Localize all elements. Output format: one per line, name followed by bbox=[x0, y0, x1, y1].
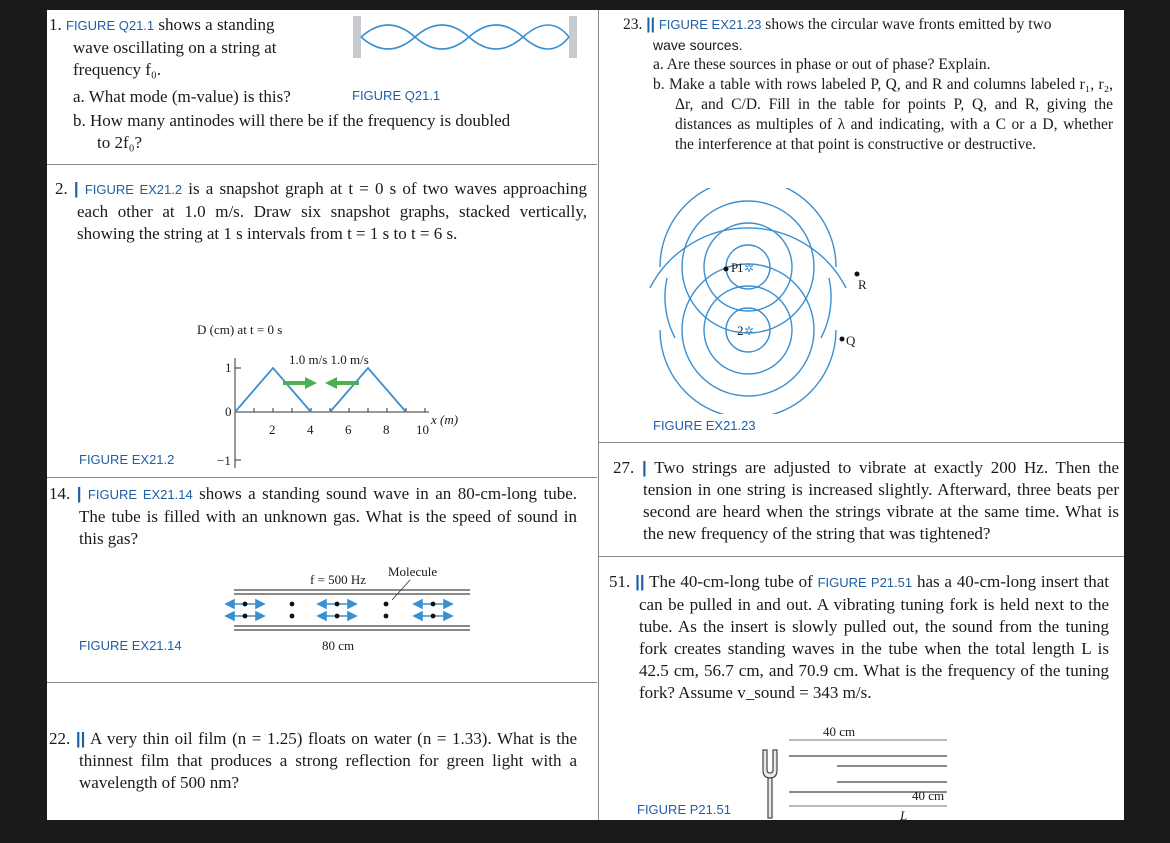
problem-text: shows a standing sound wave in an 80-cm-long tube. The tube is filled with an unknown gas. What is the speed of sound in this gas? bbox=[79, 484, 578, 548]
problem-51: 51. || The 40-cm-long tube of FIGURE P21.51 has a 40-cm-long insert that can be pulled in and out. A vibrating tuning fork is held next to the tube. As the insert is slowly pulled out, the sound from the tuning fork creates standing waves in the tube when the total length L is 42.5 cm, 56.7 cm, and 70.9 cm. What is the frequency of the tuning fork? Assume v_sound = 343 m/s. bbox=[609, 572, 1110, 702]
problem-text: shows the circular wave fronts emitted by two bbox=[765, 16, 1052, 33]
figure-ref[interactable]: FIGURE EX21.2 bbox=[84, 182, 183, 197]
insert-tube bbox=[837, 766, 947, 782]
velocity-arrow-right bbox=[283, 377, 317, 389]
outer-tube bbox=[789, 756, 947, 792]
figure-caption: FIGURE Q21.1 bbox=[352, 88, 441, 103]
snapshot-graph bbox=[197, 320, 477, 470]
frequency-label: f = 500 Hz bbox=[310, 572, 367, 587]
tube-walls bbox=[234, 590, 470, 630]
velocity-arrow-left bbox=[325, 377, 359, 389]
x-tick-label: 6 bbox=[345, 422, 352, 437]
difficulty-marker: || bbox=[635, 572, 645, 591]
tuning-fork bbox=[763, 750, 777, 818]
wave-pulse-left bbox=[235, 368, 311, 412]
x-tick-label: 2 bbox=[269, 422, 276, 437]
x-axis-label: x (m) bbox=[431, 412, 459, 427]
difficulty-marker: | bbox=[76, 484, 82, 503]
y-axis-label: D (cm) at t = 0 s bbox=[197, 322, 283, 337]
source-1-label: 1 bbox=[737, 260, 744, 275]
figure-ref[interactable]: FIGURE Q21.1 bbox=[66, 18, 155, 33]
problem-22: 22. || A very thin oil film (n = 1.25) floats on water (n = 1.33). What is the thinnest film that produces a strong reflection for green light with a wavelength of 500 nm? bbox=[49, 729, 578, 792]
problem-text: Two strings are adjusted to vibrate at exactly 200 Hz. Then the tension in one string is increased slightly. Afterward, three beats per second are heard when the strings vibrate at the same time. What is the new frequency of the string that was tightened? bbox=[643, 458, 1119, 543]
divider bbox=[47, 164, 597, 165]
problem-text: frequency f₀. bbox=[73, 60, 162, 79]
insert-length-label: 40 cm bbox=[912, 788, 945, 803]
y-tick-label: 1 bbox=[225, 360, 232, 375]
tube-length-label: 80 cm bbox=[322, 638, 355, 653]
problem-number: 1. bbox=[49, 15, 62, 34]
x-tick-label: 4 bbox=[307, 422, 314, 437]
problem-2: 2. | FIGURE EX21.2 is a snapshot graph at t = 0 s of two waves approaching each other at 1.0 m/s. Draw six snapshot graphs, stacked vertically, showing the string at 1 s intervals from t = 1 s to t = 6 s. bbox=[55, 179, 588, 243]
problem-14: 14. | FIGURE EX21.14 shows a standing sound wave in an 80-cm-long tube. The tube is filled with an unknown gas. What is the speed of sound in this gas? bbox=[49, 484, 578, 548]
column-divider bbox=[598, 10, 599, 820]
difficulty-marker: | bbox=[642, 458, 647, 477]
figure-ref[interactable]: FIGURE EX21.23 bbox=[658, 17, 762, 32]
y-tick-label: −1 bbox=[217, 453, 231, 468]
source-1-marker: ✲ bbox=[744, 261, 755, 275]
tube-length-label: 40 cm bbox=[823, 724, 856, 739]
problem-text: A very thin oil film (n = 1.25) floats on water (n = 1.33). What is the thinnest film that produces a strong reflection for green light with a wavelength of 500 nm? bbox=[79, 729, 578, 792]
divider bbox=[599, 556, 1124, 557]
figure-ref[interactable]: FIGURE P21.51 bbox=[817, 575, 913, 590]
difficulty-marker: | bbox=[73, 179, 79, 198]
source-2-marker: ✲ bbox=[744, 324, 755, 338]
figure-ref[interactable]: FIGURE EX21.14 bbox=[87, 487, 193, 502]
figure-caption: FIGURE P21.51 bbox=[637, 802, 731, 817]
total-length-label: L bbox=[900, 808, 908, 822]
x-tick-label: 10 bbox=[416, 422, 429, 437]
figure-caption: FIGURE EX21.23 bbox=[653, 418, 756, 433]
point-r-label: R bbox=[858, 277, 867, 292]
problem-23-part-a: a. Are these sources in phase or out of phase? Explain. bbox=[653, 56, 991, 73]
problem-1 bbox=[49, 14, 329, 81]
divider bbox=[47, 682, 597, 683]
problem-sheet bbox=[47, 10, 1124, 820]
problem-text: wave oscillating on a string at bbox=[73, 38, 277, 57]
problem-27: 27. | Two strings are adjusted to vibrate at exactly 200 Hz. Then the tension in one string is increased slightly. Afterward, three beats per second are heard when the strings vibrate at the same time. What is the new frequency of the string that was tightened? bbox=[613, 458, 1119, 543]
wave-pulse-right bbox=[330, 368, 406, 412]
molecule-label: Molecule bbox=[388, 564, 438, 579]
problem-text: shows a standing bbox=[158, 15, 275, 34]
string-support-right bbox=[569, 16, 577, 58]
difficulty-marker: || bbox=[75, 729, 86, 748]
point-p-label: P bbox=[731, 260, 739, 275]
sound-tube-figure bbox=[222, 562, 482, 662]
point-p bbox=[724, 267, 729, 272]
figure-caption: FIGURE EX21.2 bbox=[79, 452, 175, 467]
divider bbox=[47, 477, 597, 478]
problem-1-part-b: b. How many antinodes will there be if the frequency is doubled to 2f₀? bbox=[73, 111, 511, 152]
problem-23: 23. || FIGURE EX21.23 shows the circular wave fronts emitted by two wave sources. a. Are these sources in phase or out of phase? Explain. b. Make a table with rows labeled P, Q, and R and columns labeled r₁, r₂, Δr, and C/D. Fill in the table for points P, Q, and R, giving the distances as multiples of λ and indicating, with a C or a D, whether the interference at that point is constructive or destructive. bbox=[623, 16, 1113, 153]
problem-text: The 40-cm-long tube of bbox=[649, 572, 813, 591]
problem-text: is a snapshot graph at t = 0 s of two waves approaching each other at 1.0 m/s. Draw six snapshot graphs, stacked vertically, showing the string at 1 s intervals from t = 1 s to t = 6 s. bbox=[77, 179, 588, 243]
point-q-label: Q bbox=[846, 333, 856, 348]
problem-text: has a 40-cm-long insert that can be pulled in and out. A vibrating tuning fork is held next to the tube. As the insert is slowly pulled out, the sound from the tuning fork creates standing waves in the tube when the total length L is 42.5 cm, 56.7 cm, and 70.9 cm. What is the frequency of the tuning fork? Assume v_sound = 343 m/s. bbox=[639, 572, 1110, 702]
problem-1-part-a: a. What mode (m-value) is this? bbox=[73, 87, 291, 106]
circular-wavefronts-figure bbox=[647, 188, 867, 414]
difficulty-marker: || bbox=[646, 16, 655, 33]
x-tick-label: 8 bbox=[383, 422, 390, 437]
source-2-label: 2 bbox=[737, 323, 744, 338]
wavefronts-source-2 bbox=[660, 264, 836, 414]
tuning-fork-tube-figure bbox=[757, 722, 957, 822]
problem-23-part-b: b. Make a table with rows labeled P, Q, and R and columns labeled r₁, r₂, Δr, and C/D. Fill in the table for points P, Q, and R, giving the distances as multiples of λ and indicating, with a C or a D, whether the interference at that point is constructive or destructive. bbox=[653, 76, 1113, 153]
standing-wave-figure bbox=[353, 16, 579, 58]
figure-caption: FIGURE EX21.14 bbox=[79, 638, 182, 653]
string-support-left bbox=[353, 16, 361, 58]
molecules bbox=[243, 602, 436, 619]
point-r bbox=[855, 272, 860, 277]
divider bbox=[599, 442, 1124, 443]
y-tick-label: 0 bbox=[225, 404, 232, 419]
speed-labels: 1.0 m/s 1.0 m/s bbox=[289, 352, 369, 367]
standing-wave-envelope bbox=[361, 25, 569, 49]
point-q bbox=[840, 337, 845, 342]
